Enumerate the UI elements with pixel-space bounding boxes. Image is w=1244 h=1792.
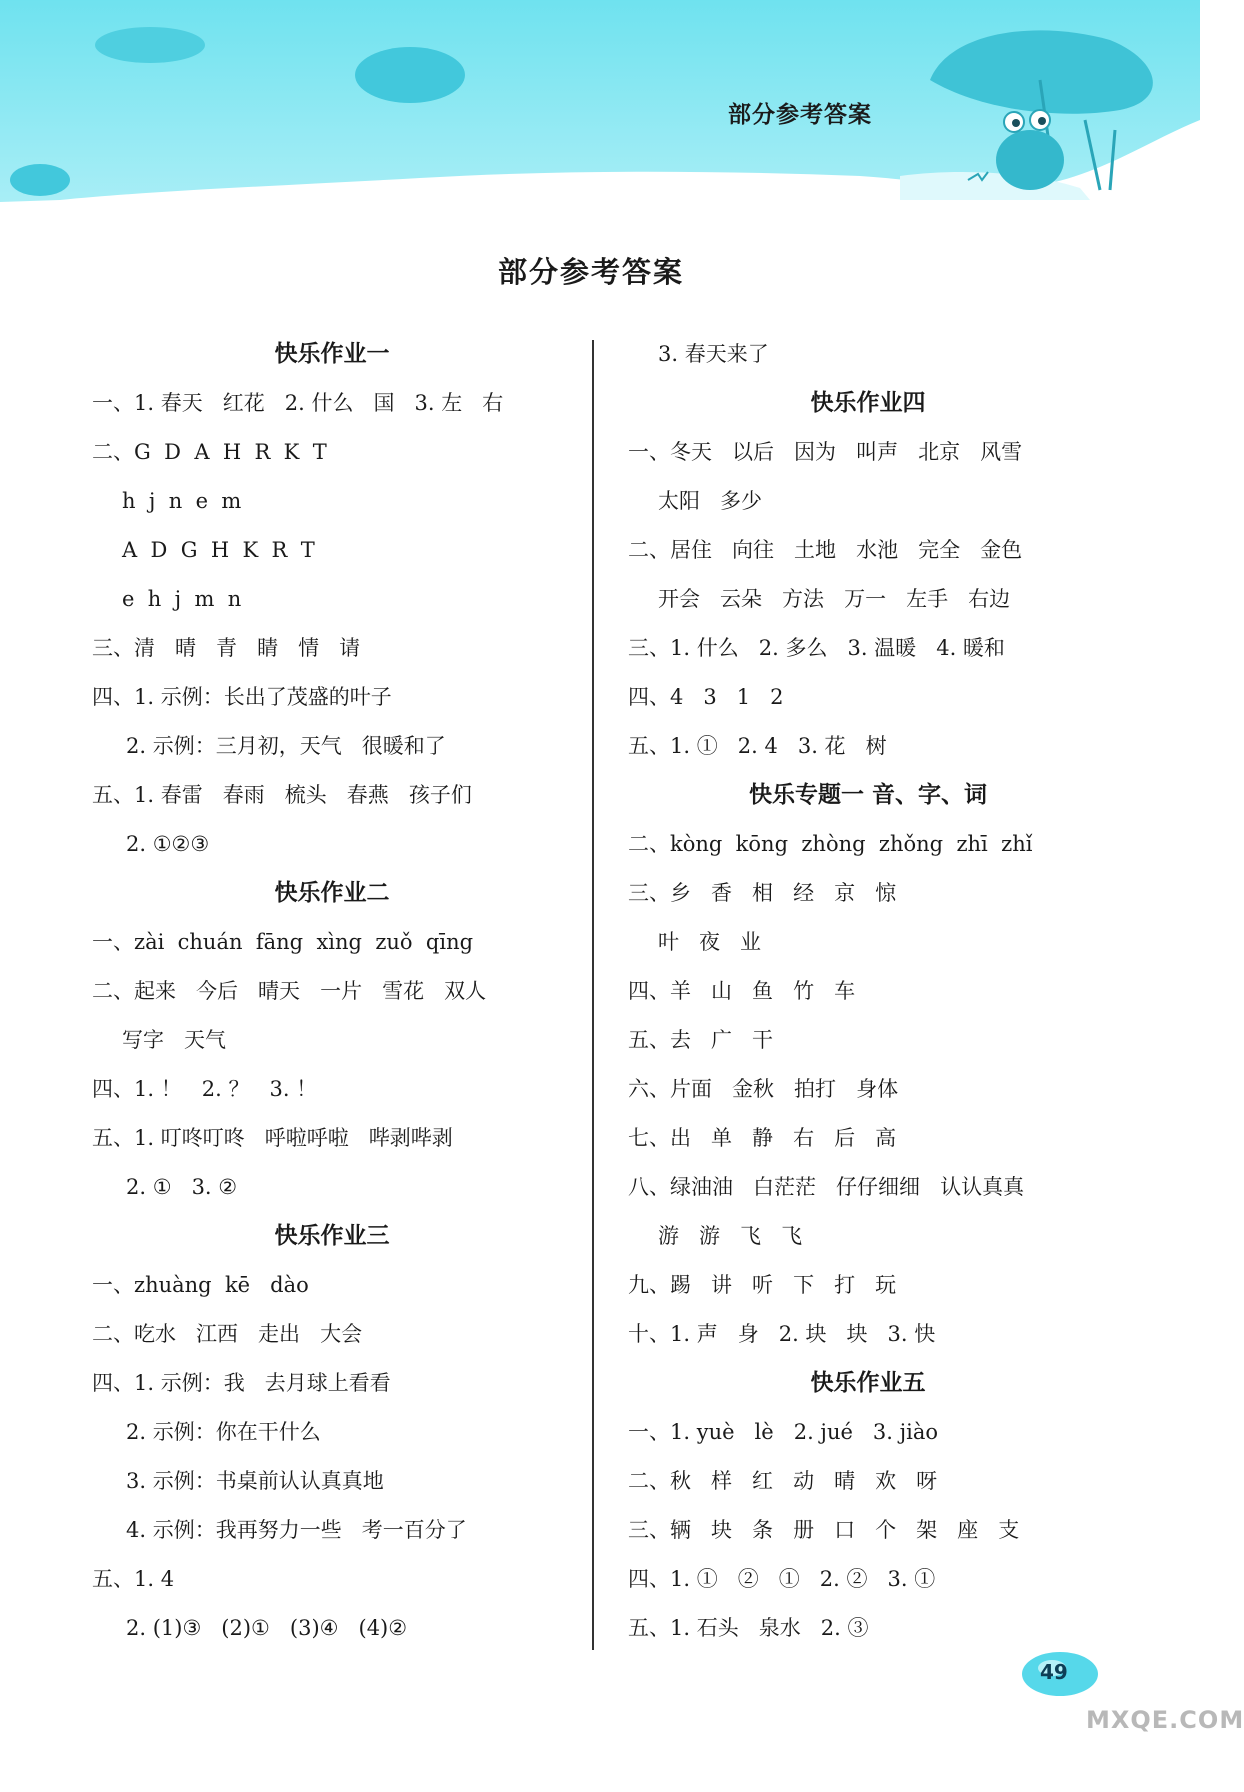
answer-line: 六、片面 金秋 拍打 身体 (628, 1077, 899, 1101)
answer-line: 一、1. 春天 红花 2. 什么 国 3. 左 右 (92, 391, 504, 415)
watermark-text: MXQE.COM (1086, 1706, 1244, 1734)
answer-line: 2. ①②③ (126, 832, 210, 856)
section-heading: 快乐作业三 (274, 1223, 390, 1249)
answer-line: 三、1. 什么 2. 多么 3. 温暖 4. 暖和 (628, 636, 1005, 660)
answer-line: 一、zhuàng kē dào (92, 1273, 309, 1297)
answer-line: 四、1. ① ② ① 2. ② 3. ① (628, 1567, 936, 1591)
lily-pad-1 (95, 27, 205, 63)
lily-pad-3 (10, 164, 70, 196)
answer-line: A D G H K R T (122, 538, 315, 562)
answer-line: 4. 示例：我再努力一些 考一百分了 (126, 1518, 467, 1542)
answer-line: 四、1. 示例：我 去月球上看看 (92, 1371, 391, 1395)
section-heading: 快乐专题一 音、字、词 (748, 782, 987, 808)
answer-line: 叶 夜 业 (658, 930, 762, 954)
answer-line: 五、去 广 干 (628, 1028, 774, 1052)
answer-line: 八、绿油油 白茫茫 仔仔细细 认认真真 (628, 1175, 1025, 1199)
answer-line: 二、吃水 江西 走出 大会 (92, 1322, 363, 1346)
answer-line: 四、1. 示例：长出了茂盛的叶子 (92, 685, 392, 709)
answer-line: 五、1. ① 2. 4 3. 花 树 (628, 734, 887, 758)
answer-line: 二、G D A H R K T (92, 440, 327, 464)
answer-line: 一、1. yuè lè 2. jué 3. jiào (628, 1420, 939, 1444)
answer-line: 四、1. ！ 2. ？ 3. ！ (92, 1077, 318, 1101)
answer-column-left (92, 330, 572, 1653)
frog-body (996, 130, 1064, 190)
column-divider (592, 340, 594, 1650)
page-number: 49 (1040, 1660, 1068, 1684)
answer-line: e h j m n (122, 587, 242, 611)
answer-line: 五、1. 春雷 春雨 梳头 春燕 孩子们 (92, 783, 472, 807)
answer-line: 一、冬天 以后 因为 叫声 北京 风雪 (628, 440, 1023, 464)
answer-line: 2. (1)③ (2)① (3)④ (4)② (126, 1616, 408, 1640)
answer-line: 七、出 单 静 右 后 高 (628, 1126, 897, 1150)
section-heading: 快乐作业二 (274, 880, 390, 906)
section-heading: 快乐作业四 (810, 390, 926, 416)
answer-column-right (628, 330, 1108, 1653)
answer-line: 三、辆 块 条 册 口 个 架 座 支 (628, 1518, 1020, 1542)
answer-line: 二、kòng kōng zhòng zhǒng zhī zhǐ (628, 832, 1033, 856)
answer-line: 五、1. 叮咚叮咚 呼啦呼啦 哔剥哔剥 (92, 1126, 453, 1150)
answer-line: 三、清 晴 青 睛 情 请 (92, 636, 361, 660)
answer-line: 游 游 飞 飞 (658, 1224, 803, 1248)
answer-line: 五、1. 石头 泉水 2. ③ (628, 1616, 869, 1640)
answer-line: 十、1. 声 身 2. 块 块 3. 快 (628, 1322, 936, 1346)
answer-line: 3. 春天来了 (658, 342, 769, 366)
banner-title: 部分参考答案 (728, 102, 872, 128)
answer-line: 二、秋 样 红 动 晴 欢 呀 (628, 1469, 938, 1493)
section-heading: 快乐作业五 (810, 1370, 926, 1396)
answer-line: 四、4 3 1 2 (628, 685, 784, 709)
answer-line: 一、zài chuán fāng xìng zuǒ qīng (92, 930, 474, 954)
answer-line: 2. 示例：你在干什么 (126, 1420, 321, 1444)
answer-line: 九、踢 讲 听 下 打 玩 (628, 1273, 897, 1297)
answer-line: 二、居住 向往 土地 水池 完全 金色 (628, 538, 1023, 562)
answer-line: 二、起来 今后 晴天 一片 雪花 双人 (92, 979, 487, 1003)
answer-line: 开会 云朵 方法 万一 左手 右边 (658, 587, 1011, 611)
answer-line: 2. 示例：三月初，天气 很暖和了 (126, 734, 446, 758)
answer-line: 三、乡 香 相 经 京 惊 (628, 881, 897, 905)
page-title: 部分参考答案 (497, 255, 684, 289)
answer-line: 五、1. 4 (92, 1567, 175, 1591)
answer-line: 2. ① 3. ② (126, 1175, 238, 1199)
answer-line: 写字 天气 (122, 1028, 227, 1052)
answer-line: 四、羊 山 鱼 竹 车 (628, 979, 856, 1003)
section-heading: 快乐作业一 (274, 341, 390, 367)
answer-line: 3. 示例：书桌前认认真真地 (126, 1469, 384, 1493)
answer-line: 太阳 多少 (658, 489, 763, 513)
header-banner (0, 0, 1224, 220)
lily-pad-2 (355, 47, 465, 103)
answer-line: h j n e m (122, 489, 242, 513)
